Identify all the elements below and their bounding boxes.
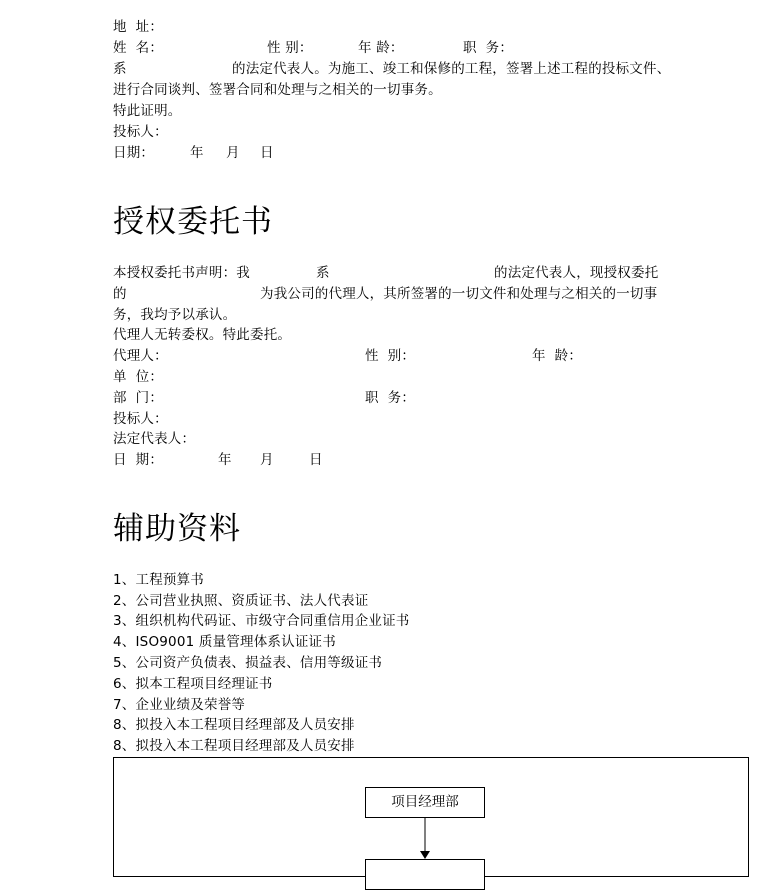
legal-representative-label: 法定代表人： — [113, 431, 196, 447]
poa-date-day: 日 — [309, 452, 323, 468]
date-month: 月 — [226, 145, 240, 161]
org-node-project-management: 项目经理部 — [365, 787, 485, 818]
down-arrow-icon — [414, 818, 436, 860]
poa-para-3: 务，我均予以承认。 — [113, 307, 237, 323]
name-label: 姓 名： — [113, 40, 164, 56]
poa-para-2a: 的 — [113, 286, 127, 302]
agent-position-label: 职 务： — [365, 390, 416, 406]
poa-date-month: 月 — [260, 452, 274, 468]
system-text: 系 — [113, 61, 127, 77]
address-label: 地 址： — [113, 19, 164, 35]
representative-text-continued: 进行合同谈判、签署合同和处理与之相关的一切事务。 — [113, 82, 442, 98]
poa-para-1b: 系 — [316, 265, 330, 281]
certify-text: 特此证明。 — [113, 103, 182, 119]
list-item: 8、拟投入本工程项目经理部及人员安排 — [113, 717, 355, 733]
poa-bidder-label: 投标人： — [113, 411, 168, 427]
agent-age-label: 年 龄： — [532, 348, 583, 364]
date-label: 日期： — [113, 145, 155, 161]
list-item: 7、企业业绩及荣誉等 — [113, 697, 246, 713]
agent-gender-label: 性 别： — [365, 348, 416, 364]
poa-para-4: 代理人无转委权。特此委托。 — [113, 327, 292, 343]
agent-label: 代理人： — [113, 348, 168, 364]
bidder-label: 投标人： — [113, 124, 168, 140]
org-chart-frame — [113, 757, 749, 877]
list-item: 8、拟投入本工程项目经理部及人员安排 — [113, 738, 355, 754]
poa-para-2b: 为我公司的代理人，其所签署的一切文件和处理与之相关的一切事 — [260, 286, 658, 302]
age-label: 年 龄： — [358, 40, 404, 56]
list-item: 2、公司营业执照、资质证书、法人代表证 — [113, 593, 369, 609]
poa-date-label: 日 期： — [113, 452, 164, 468]
department-label: 部 门： — [113, 390, 164, 406]
poa-date-year: 年 — [218, 452, 232, 468]
power-of-attorney-heading: 授权委托书 — [113, 204, 273, 240]
list-item: 4、ISO9001 质量管理体系认证证书 — [113, 634, 336, 650]
supporting-materials-heading: 辅助资料 — [113, 511, 241, 547]
date-day: 日 — [260, 145, 274, 161]
position-label: 职 务： — [463, 40, 514, 56]
representative-text: 的法定代表人。为施工、竣工和保修的工程，签署上述工程的投标文件、 — [232, 61, 671, 77]
gender-label: 性 别： — [267, 40, 313, 56]
unit-label: 单 位： — [113, 369, 164, 385]
date-year: 年 — [190, 145, 204, 161]
poa-para-1c: 的法定代表人，现授权委托 — [494, 265, 659, 281]
list-item: 5、公司资产负债表、损益表、信用等级证书 — [113, 655, 383, 671]
list-item: 1、工程预算书 — [113, 572, 204, 588]
poa-para-1a: 本授权委托书声明：我 — [113, 265, 250, 281]
list-item: 3、组织机构代码证、市级守合同重信用企业证书 — [113, 613, 410, 629]
list-item: 6、拟本工程项目经理证书 — [113, 676, 273, 692]
